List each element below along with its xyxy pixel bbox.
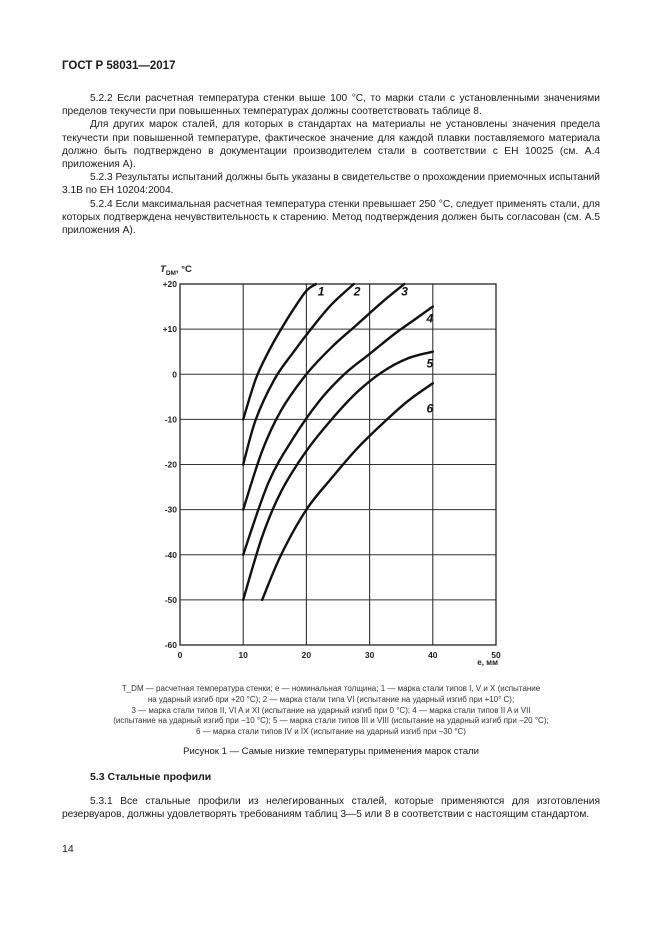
y-axis-label: $T_{DM}$, °C bbox=[160, 264, 192, 277]
caption-line: T_DM — расчетная температура стенки; e — номинальная толщина; 1 — марка стали типов I, V и X (испытание bbox=[121, 684, 541, 693]
y-tick-label: -20 bbox=[164, 459, 177, 470]
curve-series-2 bbox=[243, 284, 354, 465]
paragraph-5-2-2: 5.2.2 Если расчетная температура стенки выше 100 °C, то марки стали с установленными значениями пределов текучести при повышенных температурах должны соответствовать таблице 8. bbox=[62, 93, 600, 118]
figure-caption bbox=[62, 684, 600, 738]
curve-series-5 bbox=[243, 352, 433, 600]
x-tick-label: 40 bbox=[428, 650, 438, 660]
paragraph-5-3-1: 5.3.1 Все стальные профили из нелегированных сталей, которые применяются для изготовления резервуаров, должны удовлетворять требованиям таблиц 3—5 или 8 в соответствии с настоящим стандартом. bbox=[62, 796, 600, 821]
x-tick-label: 0 bbox=[177, 650, 183, 660]
y-tick-label: -60 bbox=[164, 640, 177, 650]
x-axis-label: e, мм bbox=[477, 658, 498, 667]
curve-label-4: 4 bbox=[426, 311, 434, 326]
figure-title: Рисунок 1 — Самые низкие температуры применения марок стали bbox=[183, 746, 479, 757]
page-number: 14 bbox=[62, 843, 74, 855]
paragraph-other-steels: Для других марок сталей, для которых в стандартах на материалы не установлены значения предела текучести при повышенной температуре, фактическое значение для каждой плавки поставляемого материала должно быть подтверждено в документации производителем стали в соответствии с ЕН 10025 (см. А.4 приложения А). bbox=[62, 119, 600, 171]
x-tick-label: 20 bbox=[301, 650, 312, 660]
x-tick-label: 30 bbox=[364, 650, 375, 660]
curve-label-1: 1 bbox=[317, 284, 325, 299]
document-header: ГОСТ Р 58031—2017 bbox=[62, 60, 176, 72]
y-tick-label: -30 bbox=[164, 504, 177, 515]
caption-line: на ударный изгиб при +20 °С); 2 — марка стали типа VI (испытание на ударный изгиб при +10° С); bbox=[147, 694, 515, 704]
curve-series-1 bbox=[243, 284, 316, 419]
caption-line: (испытание на ударный изгиб при −10 °С); 5 — марка стали типов III и VIII (испытание на ударный изгиб при −20 °С); bbox=[113, 716, 549, 726]
body-text-top bbox=[62, 92, 600, 237]
curve-label-2: 2 bbox=[353, 284, 361, 299]
section-body bbox=[62, 795, 600, 821]
curve-series-4 bbox=[243, 307, 433, 555]
curve-label-5: 5 bbox=[426, 356, 434, 371]
curve-series-3 bbox=[243, 284, 404, 510]
section-title: 5.3 Стальные профили bbox=[90, 771, 212, 783]
y-tick-label: 0 bbox=[172, 369, 177, 380]
y-tick-label: +10 bbox=[162, 324, 177, 335]
paragraph-5-2-4: 5.2.4 Если максимальная расчетная температура стенки превышает 250 °С, следует применять стали, для которых подтверждена нечувствительность к старению. Метод подтверждения должен быть согласован (см. А.5 приложения А). bbox=[62, 198, 600, 237]
y-tick-label: -50 bbox=[164, 594, 177, 605]
caption-line: 6 — марка стали типов IV и IX (испытание на ударный изгиб при −30 °С) bbox=[196, 727, 466, 737]
curve-series-6 bbox=[262, 383, 433, 600]
caption-line: 3 — марка стали типов II, VI A и XI (испытание на ударный изгиб при 0 °С); 4 — марка стали типов II A и VII bbox=[131, 705, 531, 715]
y-tick-label: -40 bbox=[164, 549, 177, 560]
curve-label-6: 6 bbox=[426, 401, 434, 416]
y-tick-label: +20 bbox=[162, 279, 177, 289]
curve-label-3: 3 bbox=[401, 284, 408, 299]
x-tick-label: 50 bbox=[491, 650, 501, 660]
plot-frame bbox=[180, 284, 496, 645]
x-tick-label: 10 bbox=[238, 650, 248, 660]
paragraph-5-2-3: 5.2.3 Результаты испытаний должны быть указаны в свидетельстве о прохождении приемочных испытаний 3.1В по ЕН 10204:2004. bbox=[62, 172, 600, 197]
y-tick-label: -10 bbox=[164, 414, 177, 425]
